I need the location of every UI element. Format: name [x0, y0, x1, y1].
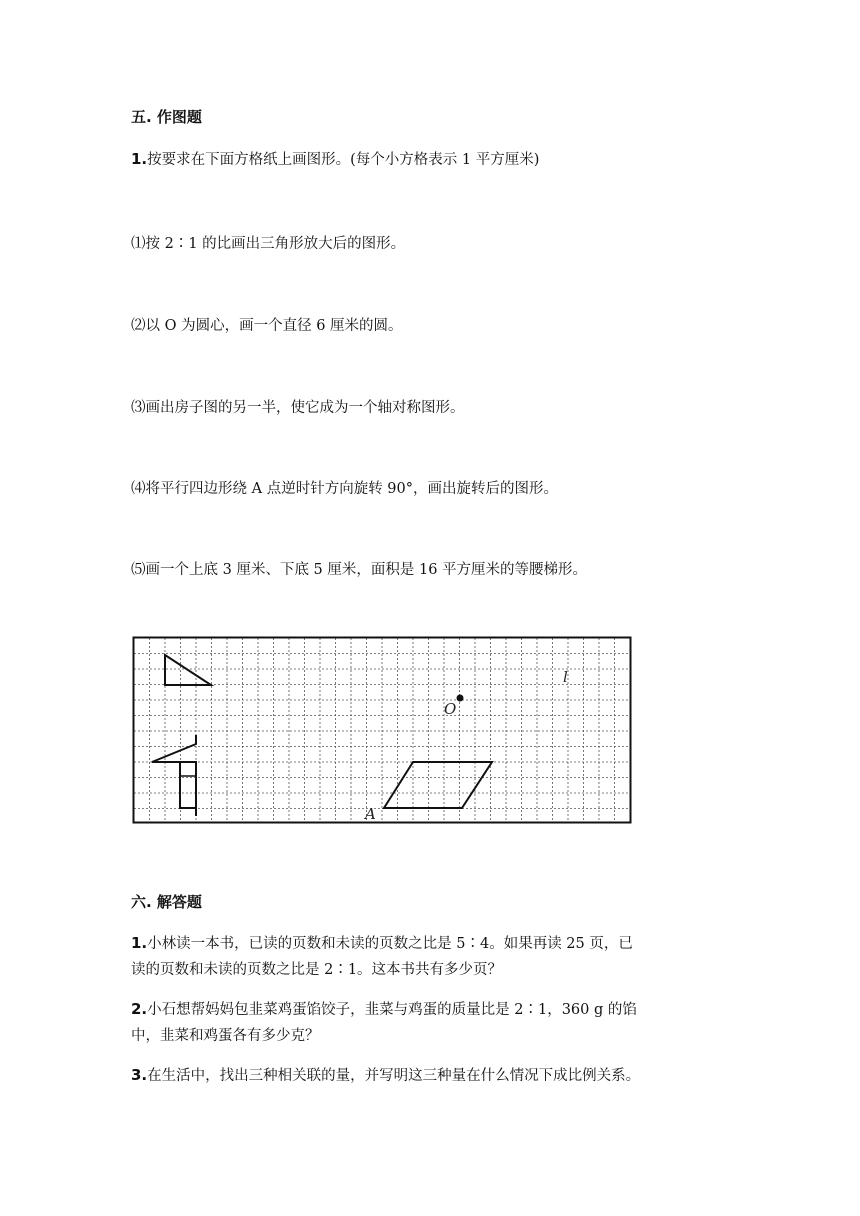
parallelogram-shape — [384, 762, 492, 808]
section-6-title: 六. 解答题 — [131, 893, 202, 911]
subquestion-4: ⑷将平行四边形绕 A 点逆时针方向旋转 90°，画出旋转后的图形。 — [131, 481, 558, 497]
question-number: 1. — [131, 934, 148, 952]
grid-figure — [132, 636, 632, 824]
label-l: l — [563, 668, 568, 686]
grid-lines — [134, 638, 630, 822]
question-6-2 — [131, 998, 637, 1045]
question-6-1 — [131, 932, 633, 979]
question-number: 2. — [131, 1000, 148, 1018]
question-line: 中，韭菜和鸡蛋各有多少克？ — [131, 1028, 320, 1044]
label-o: O — [444, 700, 457, 718]
question-6-3 — [131, 1064, 640, 1085]
house-door — [180, 762, 196, 808]
question-line: 小林读一本书，已读的页数和未读的页数之比是 5∶4。如果再读 25 页，已 — [147, 936, 633, 952]
point-o — [457, 695, 464, 702]
question-text: 按要求在下面方格纸上画图形。(每个小方格表示 1 平方厘米) — [147, 152, 540, 168]
subquestion-3: ⑶画出房子图的另一半，使它成为一个轴对称图形。 — [131, 400, 465, 416]
question-number: 1. — [131, 150, 148, 168]
subquestion-2: ⑵以 O 为圆心，画一个直径 6 厘米的圆。 — [131, 318, 403, 334]
question-number: 3. — [131, 1066, 148, 1084]
subquestion-1: ⑴按 2∶1 的比画出三角形放大后的图形。 — [131, 236, 406, 252]
question-line: 小石想帮妈妈包韭菜鸡蛋馅饺子，韭菜与鸡蛋的质量比是 2∶1，360 g 的馅 — [147, 1002, 637, 1018]
triangle-shape — [165, 655, 211, 685]
section-5-title: 五. 作图题 — [131, 108, 202, 126]
subquestion-5: ⑸画一个上底 3 厘米、下底 5 厘米，面积是 16 平方厘米的等腰梯形。 — [131, 562, 588, 578]
question-line: 在生活中，找出三种相关联的量，并写明这三种量在什么情况下成比例关系。 — [147, 1068, 641, 1084]
question-5-1 — [131, 148, 539, 169]
label-a: A — [365, 805, 376, 823]
question-line: 读的页数和未读的页数之比是 2∶1。这本书共有多少页？ — [131, 962, 503, 978]
